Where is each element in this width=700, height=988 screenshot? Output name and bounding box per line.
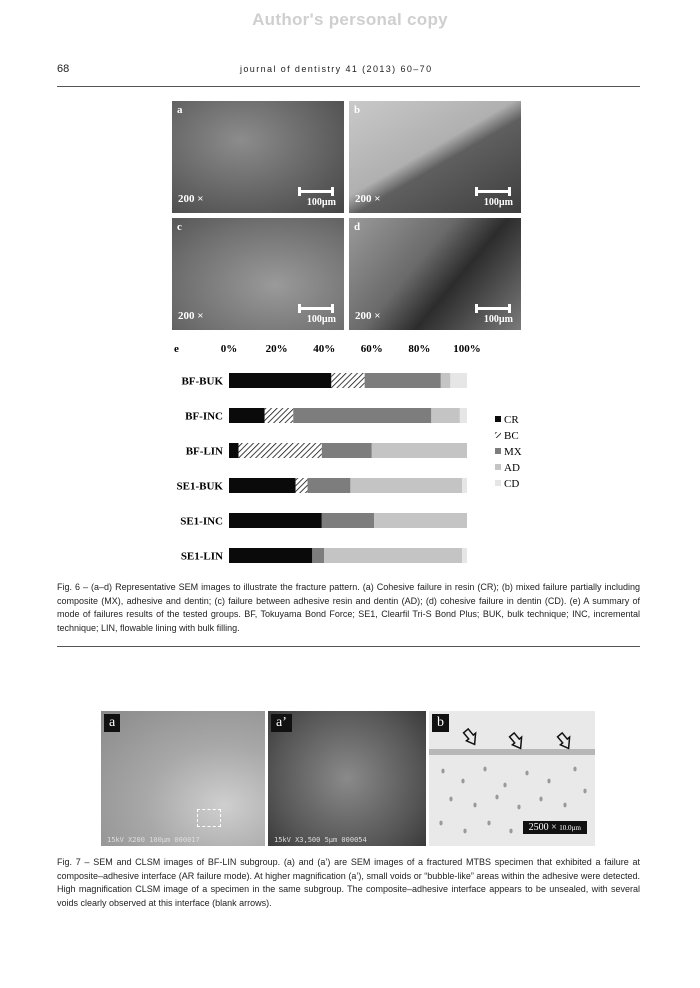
- fig7-panel-a: [101, 711, 265, 846]
- sem-footer: 15kV X200 100µm 000017: [107, 836, 200, 844]
- bar-segment-cr: [229, 373, 331, 388]
- bar-segment-mx: [365, 373, 441, 388]
- category-label: BF-LIN: [185, 445, 223, 458]
- scale-label: 10.0µm: [559, 824, 581, 832]
- bar-segment-ad: [350, 478, 462, 493]
- panel-label: b: [432, 714, 449, 732]
- legend-label: MX: [504, 446, 522, 458]
- legend-swatch: [495, 416, 501, 422]
- legend-swatch: [495, 480, 501, 486]
- scale-bar: [298, 190, 334, 193]
- sem-panel-c: [172, 218, 344, 330]
- legend-label: CD: [504, 478, 520, 490]
- bar-segment-mx: [322, 443, 372, 458]
- panel-label: a: [104, 714, 120, 732]
- bar-segment-mx: [293, 408, 431, 423]
- legend-swatch: [495, 464, 501, 470]
- bar-segment-cr: [229, 443, 239, 458]
- scale-bar: [475, 190, 511, 193]
- bar-segment-ad: [441, 373, 451, 388]
- magnification-label: 200 ×: [178, 193, 204, 205]
- bar-segment-mx: [308, 478, 351, 493]
- fig7-panel-a-prime: [268, 711, 426, 846]
- sem-footer: 15kV X3,500 5µm 000054: [274, 836, 367, 844]
- header-rule: [57, 86, 640, 87]
- legend-label: BC: [504, 430, 519, 442]
- bar-segment-bc: [265, 408, 294, 423]
- arrow-icon: [507, 731, 526, 751]
- category-label: SE1-LIN: [180, 550, 223, 563]
- panel-label: c: [177, 221, 182, 233]
- fig7-panel-b: [429, 711, 595, 846]
- bar-segment-cd: [462, 478, 467, 493]
- scale-label: 100µm: [306, 197, 336, 208]
- bar-segment-ad: [372, 443, 467, 458]
- x-tick-label: 80%: [408, 343, 431, 355]
- category-label: SE1-BUK: [176, 480, 223, 493]
- x-tick-label: 100%: [453, 343, 481, 355]
- magnification-label: 200 ×: [178, 310, 204, 322]
- journal-header: journal of dentistry 41 (2013) 60–70: [240, 64, 433, 74]
- page-number: 68: [57, 63, 70, 75]
- scale-label: 100µm: [483, 197, 513, 208]
- bar-segment-ad: [431, 408, 460, 423]
- arrow-icon: [555, 731, 574, 751]
- magnification-label: 2500 ×: [528, 822, 557, 833]
- category-label: SE1-INC: [180, 515, 223, 528]
- legend-label: AD: [504, 462, 520, 474]
- sem-panel-b: [349, 101, 521, 213]
- bar-segment-cr: [229, 513, 322, 528]
- x-tick-label: 40%: [313, 343, 336, 355]
- panel-label: a’: [271, 714, 292, 732]
- panel-label: b: [354, 104, 361, 116]
- zoom-region-box: [197, 809, 221, 827]
- scale-bar: [475, 307, 511, 310]
- category-label: BF-BUK: [181, 375, 223, 388]
- magnification-label: 200 ×: [355, 310, 381, 322]
- category-label: BF-INC: [185, 410, 223, 423]
- bar-segment-cd: [462, 548, 467, 563]
- bar-segment-cr: [229, 548, 312, 563]
- panel-label: a: [177, 104, 183, 116]
- failure-mode-chart: [160, 338, 560, 570]
- figure6-caption: Fig. 6 – (a–d) Representative SEM images to illustrate the fracture pattern. (a) Cohesive failure in resin (CR); (b) mixed failure partially including composite (MX), adhesive and dentin; (c) failure between adhesive resin and dentin (AD); (d) cohesive failure in dentin (CD). (e) A summary of mode of failures results of the tested groups. BF, Tokuyama Bond Force; SE1, Clearfil Tri-S Bond Plus; BUK, bulk technique; INC, incremental technique; LIN, flowable lining with bulk filling.: [57, 582, 640, 633]
- x-tick-label: 0%: [220, 343, 238, 355]
- sem-panel-d: [349, 218, 521, 330]
- chart-panel-label: e: [174, 343, 179, 355]
- bar-segment-ad: [374, 513, 467, 528]
- scale-label: 100µm: [306, 314, 336, 325]
- scale-label: 100µm: [483, 314, 513, 325]
- x-tick-label: 20%: [265, 343, 288, 355]
- arrow-icon: [461, 727, 480, 747]
- scale-bar: [298, 307, 334, 310]
- panel-label: d: [354, 221, 361, 233]
- bar-segment-ad: [324, 548, 462, 563]
- bar-segment-cr: [229, 408, 265, 423]
- x-tick-label: 60%: [360, 343, 383, 355]
- bar-segment-bc: [331, 373, 364, 388]
- legend-label: CR: [504, 414, 519, 426]
- magnification-label: 200 ×: [355, 193, 381, 205]
- sem-panel-a: [172, 101, 344, 213]
- legend-swatch: [495, 448, 501, 454]
- bar-segment-mx: [312, 548, 324, 563]
- bar-segment-cd: [460, 408, 467, 423]
- bar-segment-bc: [239, 443, 322, 458]
- bar-segment-bc: [296, 478, 308, 493]
- bar-segment-cr: [229, 478, 296, 493]
- bar-segment-cd: [450, 373, 467, 388]
- legend-swatch: [495, 432, 501, 438]
- magnification-box: [523, 821, 587, 834]
- bar-segment-mx: [322, 513, 374, 528]
- watermark: Author's personal copy: [252, 10, 448, 29]
- figure7-caption: Fig. 7 – SEM and CLSM images of BF-LIN subgroup. (a) and (a’) are SEM images of a fractured MTBS specimen that exhibited a failure at composite–adhesive interface (AR failure mode). At higher magnification (a’), small voids or “bubble-like” areas within the adhesive were detected. High magnification CLSM image of a specimen in the same subgroup. The composite–adhesive interface appears to be unsealed, with several voids clearly observed at this interface (blank arrows).: [57, 857, 640, 908]
- figure6-rule: [57, 646, 640, 647]
